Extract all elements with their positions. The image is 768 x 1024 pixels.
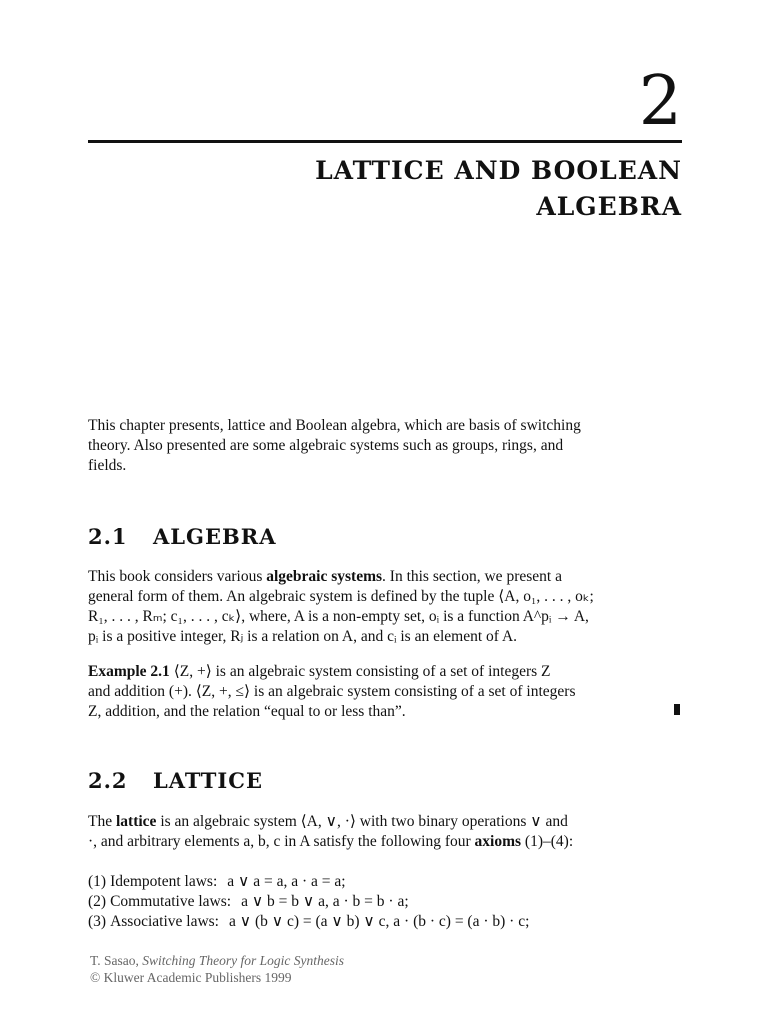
law-number: (3) — [88, 913, 107, 930]
section-title: ALGEBRA — [153, 524, 277, 549]
law-number: (1) — [88, 873, 107, 890]
law-number: (2) — [88, 893, 107, 910]
algebra-line-4: pᵢ is a positive integer, Rⱼ is a relation on A, and cᵢ is an element of A. — [88, 628, 518, 645]
law-item — [88, 872, 682, 892]
law-name: Idempotent laws: — [110, 873, 218, 890]
text-span: This book considers various — [88, 568, 267, 585]
section-number: 2.2 — [88, 768, 128, 793]
term-axioms: axioms — [474, 833, 522, 850]
footer-author: T. Sasao, — [90, 953, 143, 968]
example-2-1 — [88, 662, 682, 722]
intro-line-3: fields. — [88, 457, 127, 474]
text-span: The — [88, 813, 116, 830]
end-of-example-mark — [674, 704, 680, 715]
section-number: 2.1 — [88, 524, 128, 549]
chapter-number: 2 — [638, 62, 682, 141]
intro-paragraph — [88, 416, 682, 476]
example-line-1 — [88, 662, 682, 682]
example-line-2: and addition (+). ⟨Z, +, ≤⟩ is an algebraic system consisting of a set of integers — [88, 683, 576, 700]
text-span: ⟨Z, +⟩ is an algebraic system consisting of a set of integers Z — [169, 663, 551, 680]
example-line-3: Z, addition, and the relation “equal to or less than”. — [88, 703, 406, 720]
page-footer — [90, 952, 344, 986]
footer-copyright: © Kluwer Academic Publishers 1999 — [90, 970, 292, 985]
term-algebraic-systems: algebraic systems — [266, 568, 383, 585]
section-heading-2-1 — [88, 524, 277, 549]
intro-line-1: This chapter presents, lattice and Boolean algebra, which are basis of switching — [88, 417, 581, 434]
chapter-rule — [88, 140, 682, 143]
algebra-line-3: R₁, . . . , Rₘ; c₁, . . . , cₖ⟩, where, A is a non-empty set, oᵢ is a function A^pᵢ → A, — [88, 608, 589, 625]
law-formula: a ∨ (b ∨ c) = (a ∨ b) ∨ c, a · (b · c) = (a · b) · c; — [229, 913, 530, 930]
section-title: LATTICE — [153, 768, 263, 793]
intro-line-2: theory. Also presented are some algebraic systems such as groups, rings, and — [88, 437, 564, 454]
chapter-title-line-1: LATTICE AND BOOLEAN — [315, 156, 682, 185]
chapter-title — [162, 153, 682, 225]
law-item — [88, 912, 682, 932]
text-span: (1)–(4): — [521, 833, 574, 850]
lattice-paragraph — [88, 812, 682, 852]
section-heading-2-2 — [88, 768, 263, 793]
algebra-line-1 — [88, 567, 682, 587]
example-label: Example 2.1 — [88, 663, 170, 680]
text-span: is an algebraic system ⟨A, ∨, ·⟩ with two binary operations ∨ and — [156, 813, 568, 830]
text-span: ·, and arbitrary elements a, b, c in A satisfy the following four — [88, 833, 475, 850]
law-formula: a ∨ b = b ∨ a, a · b = b · a; — [241, 893, 409, 910]
law-name: Commutative laws: — [110, 893, 232, 910]
lattice-line-1 — [88, 812, 682, 832]
algebra-line-2: general form of them. An algebraic system is defined by the tuple ⟨A, o₁, . . . , oₖ; — [88, 588, 594, 605]
law-name: Associative laws: — [110, 913, 219, 930]
law-formula: a ∨ a = a, a · a = a; — [227, 873, 346, 890]
text-span: . In this section, we present a — [382, 568, 562, 585]
algebra-paragraph — [88, 567, 682, 647]
chapter-title-line-2: ALGEBRA — [536, 192, 682, 221]
lattice-laws-list — [88, 872, 682, 932]
law-item — [88, 892, 682, 912]
footer-citation — [90, 952, 344, 969]
lattice-line-2 — [88, 832, 682, 852]
footer-book-title: Switching Theory for Logic Synthesis — [142, 953, 344, 968]
term-lattice: lattice — [115, 813, 157, 830]
